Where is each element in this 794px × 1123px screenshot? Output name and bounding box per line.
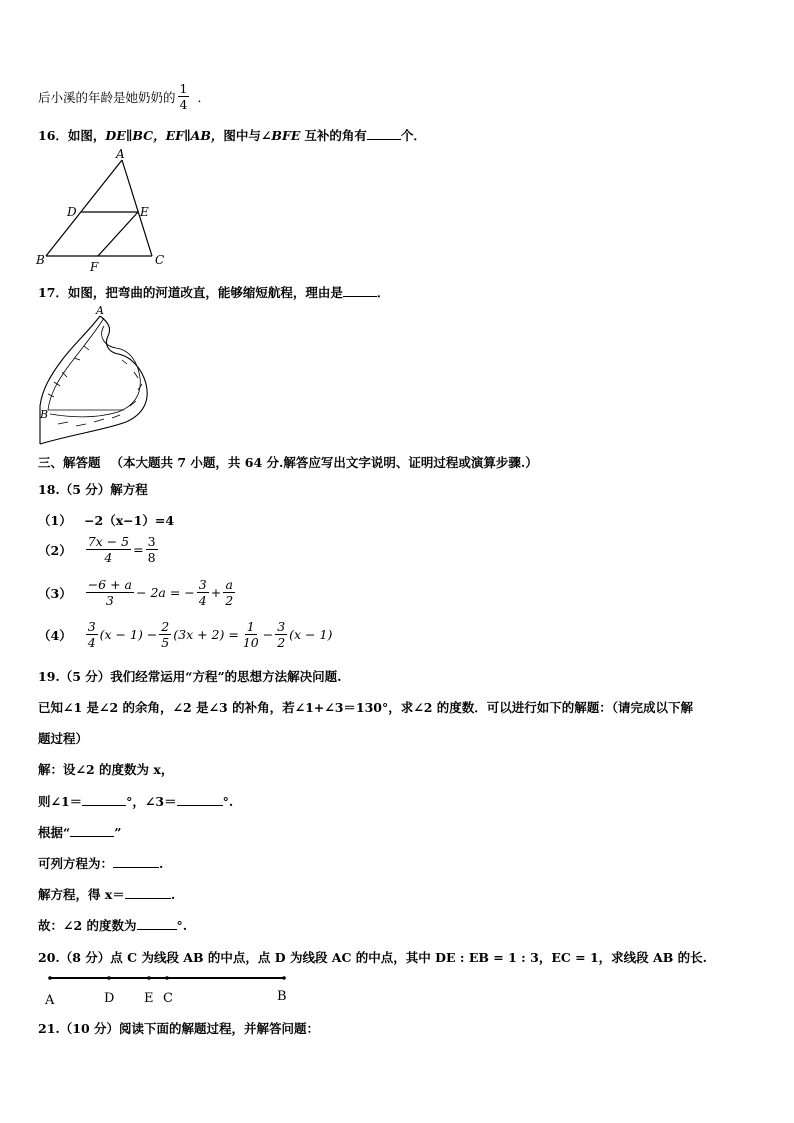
point-e	[147, 976, 151, 980]
fraction: $\frac{3}{4}$	[87, 619, 96, 651]
q18-part1: （1） −2（x−1）=4	[38, 513, 175, 528]
point-d-label: D	[104, 991, 115, 1006]
point-c-label: C	[155, 253, 165, 267]
fraction: $\frac{a}{2}$	[225, 577, 234, 609]
point-e-label: E	[144, 991, 154, 1006]
q21-text: 21.（10 分）阅读下面的解题过程，并解答问题：	[38, 1021, 319, 1036]
segment-ef	[98, 212, 138, 256]
q16-text: 16．如图，DE∥BC，EF∥AB，图中与∠BFE 互补的角有 个．	[38, 128, 426, 143]
q20-text: 20.（8 分）点 C 为线段 AB 的中点，点 D 为线段 AC 的中点，其中 DE : EB = 1 : 3，EC = 1，求线段 AB 的长.	[38, 950, 708, 965]
river-right-bank	[40, 316, 147, 444]
river-left-bank	[40, 316, 100, 444]
q18-part2: （2） $\frac{7x - 5}{4}$ = $\frac{3}{8}$	[38, 534, 156, 566]
answer-blank[interactable]	[367, 129, 401, 140]
point-a-label: A	[45, 993, 55, 1008]
river-far-bank	[50, 326, 140, 417]
point-d	[107, 976, 111, 980]
fraction: $\frac{-6 + a}{3}$	[87, 577, 133, 609]
q15-tail: 后小溪的年龄是她奶奶的 $\frac{1}{4}$ ．	[38, 81, 210, 113]
point-b	[282, 976, 286, 980]
river-inner-bank	[48, 318, 104, 410]
point-b-label: B	[277, 989, 287, 1004]
answer-blank[interactable]	[125, 888, 171, 899]
point-b-label: B	[40, 408, 49, 421]
point-a-label: A	[116, 147, 125, 161]
q17-text: 17．如图，把弯曲的河道改直，能够缩短航程，理由是 ．	[38, 285, 390, 300]
point-a	[48, 976, 52, 980]
point-e-label: E	[140, 205, 149, 219]
fraction: $\frac{3}{2}$	[277, 619, 286, 651]
q19-step5: 解方程，得 x＝ .	[38, 887, 176, 902]
q19-step2: 则∠1＝ °，∠3＝ °.	[38, 794, 234, 809]
answer-blank[interactable]	[113, 857, 159, 868]
triangle-figure	[30, 144, 180, 274]
point-d-label: D	[67, 205, 77, 219]
answer-blank[interactable]	[70, 826, 114, 837]
q19-line2: 题过程）	[38, 731, 89, 746]
answer-blank[interactable]	[137, 919, 177, 930]
q19-step4: 可列方程为： .	[38, 856, 164, 871]
fraction: $\frac{7x - 5}{4}$	[87, 534, 130, 566]
q19-line1: 已知∠1 是∠2 的余角，∠2 是∠3 的补角，若∠1+∠3＝130°，求∠2 的度数．可以进行如下的解题：（请完成以下解	[38, 700, 694, 715]
answer-blank[interactable]	[177, 795, 223, 806]
point-c-label: C	[163, 991, 173, 1006]
fraction: $\frac{1}{4}$	[179, 81, 188, 113]
q19-step6: 故：∠2 的度数为 °.	[38, 918, 188, 933]
fraction: $\frac{1}{10}$	[242, 619, 259, 651]
point-b-label: B	[36, 253, 45, 267]
point-a-label: A	[96, 304, 104, 317]
fraction: $\frac{3}{8}$	[147, 534, 156, 566]
river-figure	[34, 302, 164, 450]
segment-figure	[38, 966, 308, 1012]
answer-blank[interactable]	[82, 795, 126, 806]
answer-blank[interactable]	[343, 286, 377, 297]
q19-step3: 根据“ ”	[38, 825, 122, 840]
q19-step1: 解：设∠2 的度数为 x，	[38, 762, 174, 777]
fraction: $\frac{3}{4}$	[198, 577, 207, 609]
q18-part4: （4） $\frac{3}{4}$ (x − 1) − $\frac{2}{5}$ (3x + 2) = $\frac{1}{10}$ − $\frac{3}{2}$ (x − 1)	[38, 619, 333, 651]
q19-title: 19.（5 分）我们经常运用“方程”的思想方法解决问题.	[38, 669, 342, 684]
q18-part3: （3） $\frac{-6 + a}{3}$ − 2a = − $\frac{3}{4}$ + $\frac{a}{2}$	[38, 577, 234, 609]
point-f-label: F	[90, 260, 99, 274]
q18-title: 18.（5 分）解方程	[38, 482, 148, 497]
fraction: $\frac{2}{5}$	[161, 619, 170, 651]
point-c	[165, 976, 169, 980]
section-3-header: 三、解答题 （本大题共 7 小题，共 64 分.解答应写出文字说明、证明过程或演算步骤.）	[38, 455, 538, 470]
